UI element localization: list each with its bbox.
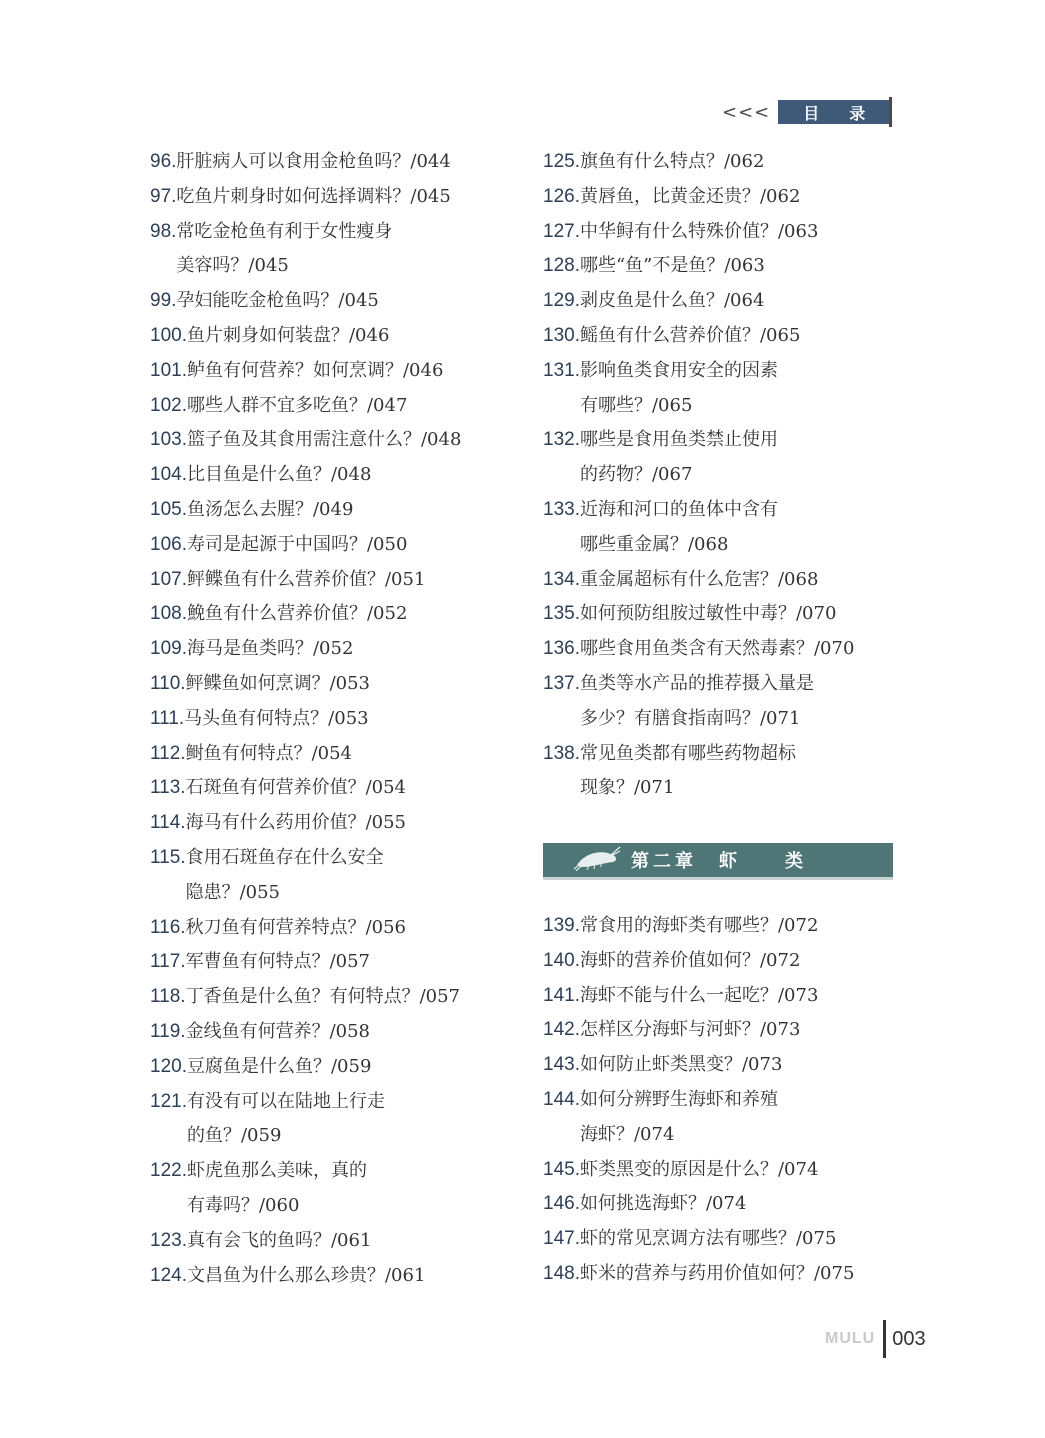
entry-text: 旗鱼有什么特点？/062 <box>579 151 765 172</box>
entry-number: 143. <box>543 1054 580 1076</box>
entry-number: 145. <box>543 1158 580 1180</box>
entry-number: 106. <box>150 533 187 555</box>
toc-entry-line <box>543 909 854 944</box>
entry-number: 135. <box>543 603 580 625</box>
entry-number: 125. <box>543 151 580 172</box>
toc-entry-line <box>150 528 461 563</box>
entry-text: 有没有可以在陆地上行走 <box>186 1090 385 1112</box>
toc-entry-line <box>543 145 854 180</box>
entry-number: 103. <box>150 429 187 451</box>
entry-text: 真有会飞的鱼吗？/061 <box>186 1229 372 1251</box>
toc-entry-line <box>150 389 461 424</box>
entry-number: 148. <box>543 1262 580 1284</box>
entry-text: 怎样区分海虾与河虾？/073 <box>579 1019 801 1041</box>
toc-entry-line <box>150 145 461 180</box>
toc-entry-line <box>150 493 461 528</box>
footer-label: MULU <box>825 1330 876 1347</box>
entry-number: 132. <box>543 429 580 451</box>
entry-number: 126. <box>543 185 580 207</box>
toc-entry-line <box>150 180 461 215</box>
entry-number: 109. <box>150 638 187 660</box>
entry-text: 现象？/071 <box>579 777 675 799</box>
entry-number: 96. <box>150 151 177 172</box>
toc-entry-line <box>150 806 461 841</box>
entry-text: 鲈鱼有何营养？如何烹调？/046 <box>186 359 444 381</box>
toc-entry-line <box>150 1224 461 1259</box>
entry-text: 文昌鱼为什么那么珍贵？/061 <box>186 1264 426 1286</box>
toc-entry-line <box>150 354 461 389</box>
entry-text: 常食用的海虾类有哪些？/072 <box>579 915 819 936</box>
entry-text: 马头鱼有何特点？/053 <box>184 707 369 729</box>
toc-entry-line <box>150 841 461 876</box>
entry-text: 篮子鱼及其食用需注意什么？/048 <box>186 429 462 451</box>
toc-entry-line <box>543 180 854 215</box>
entry-number: 113. <box>150 777 186 799</box>
toc-entry-line <box>543 1187 854 1222</box>
toc-entry-line <box>150 1154 461 1189</box>
entry-number: 141. <box>543 984 580 1006</box>
entry-text: 海马有什么药用价值？/055 <box>185 812 406 834</box>
toc-entry-line <box>150 284 461 319</box>
entry-number: 122. <box>150 1160 187 1182</box>
toc-entry-line <box>543 702 854 737</box>
toc-entry-line <box>150 319 461 354</box>
entry-number: 114. <box>150 812 186 834</box>
entry-text: 鳐鱼有什么营养价值？/065 <box>579 324 801 346</box>
entry-number: 111. <box>150 707 185 729</box>
toc-entry-line <box>543 284 854 319</box>
entry-number: 102. <box>150 394 187 416</box>
entry-text: 如何挑选海虾？/074 <box>579 1193 747 1215</box>
entry-number: 144. <box>543 1088 580 1110</box>
toc-column-right-chapter2 <box>543 909 854 1292</box>
entry-number: 117. <box>150 951 186 973</box>
entry-text: 哪些食用鱼类含有天然毒素？/070 <box>579 638 855 660</box>
entry-number: 142. <box>543 1019 580 1041</box>
entry-number: 133. <box>543 498 580 520</box>
page-footer <box>825 1320 926 1358</box>
entry-text: 鱼片刺身如何装盘？/046 <box>186 324 390 346</box>
entry-number: 115. <box>150 846 186 868</box>
entry-text: 鲆鲽鱼有什么营养价值？/051 <box>186 568 426 590</box>
entry-text: 常吃金枪鱼有利于女性瘦身 <box>176 220 393 242</box>
toc-entry-line <box>150 423 461 458</box>
toc-entry-line <box>543 1013 854 1048</box>
entry-text: 寿司是起源于中国吗？/050 <box>186 533 408 555</box>
entry-number: 110. <box>150 672 186 694</box>
entry-text: 剥皮鱼是什么鱼？/064 <box>579 290 765 312</box>
entry-text: 虾的常见烹调方法有哪些？/075 <box>579 1228 837 1250</box>
toc-entry-line <box>543 979 854 1014</box>
entry-number: 100. <box>150 324 187 346</box>
header-arrows: <<< <box>722 101 771 123</box>
entry-number: 131. <box>543 359 580 381</box>
toc-entry-line <box>543 1083 854 1118</box>
entry-text: 鲆鲽鱼如何烹调？/053 <box>185 672 370 694</box>
entry-text: 虾虎鱼那么美味，真的 <box>186 1160 367 1182</box>
toc-entry-line <box>543 771 854 806</box>
entry-number: 146. <box>543 1193 580 1215</box>
toc-entry-line <box>543 737 854 772</box>
entry-text: 金线鱼有何营养？/058 <box>185 1020 370 1042</box>
entry-text: 哪些是食用鱼类禁止使用 <box>579 429 778 451</box>
toc-entry-line <box>543 563 854 598</box>
entry-text: 豆腐鱼是什么鱼？/059 <box>186 1055 372 1077</box>
entry-text: 鱼汤怎么去腥？/049 <box>186 498 354 520</box>
entry-text: 吃鱼片刺身时如何选择调料？/045 <box>176 185 451 207</box>
header-divider <box>889 97 892 127</box>
toc-header <box>722 99 890 125</box>
toc-title-char-2: 录 <box>849 103 866 123</box>
entry-text: 的药物？/067 <box>579 464 693 486</box>
entry-text: 海虾不能与什么一起吃？/073 <box>579 984 819 1006</box>
toc-entry-line <box>543 423 854 458</box>
toc-entry-line <box>150 1085 461 1120</box>
entry-text: 中华鲟有什么特殊价值？/063 <box>579 220 819 242</box>
entry-text: 孕妇能吃金枪鱼吗？/045 <box>176 290 379 312</box>
shrimp-icon <box>573 845 621 875</box>
entry-number: 137. <box>543 672 580 694</box>
toc-entry-line <box>543 1257 854 1292</box>
toc-entry-line <box>543 1222 854 1257</box>
toc-entry-line <box>150 1015 461 1050</box>
entry-number: 120. <box>150 1055 187 1077</box>
entry-number: 118. <box>150 986 186 1008</box>
entry-number: 124. <box>150 1264 187 1286</box>
entry-text: 多少？有膳食指南吗？/071 <box>579 707 801 729</box>
entry-text: 虾米的营养与药用价值如何？/075 <box>579 1262 855 1284</box>
toc-entry-line <box>150 737 461 772</box>
footer-divider <box>883 1320 886 1358</box>
chapter-banner <box>543 843 893 880</box>
toc-entry-line <box>543 389 854 424</box>
toc-entry-line <box>543 458 854 493</box>
entry-text: 鱼类等水产品的推荐摄入量是 <box>579 672 814 694</box>
toc-title-char-1: 目 <box>803 103 820 123</box>
entry-text: 重金属超标有什么危害？/068 <box>579 568 819 590</box>
toc-entry-line <box>150 667 461 702</box>
entry-text: 比目鱼是什么鱼？/048 <box>186 464 372 486</box>
toc-entry-line <box>150 249 461 284</box>
toc-entry-line <box>543 1048 854 1083</box>
entry-number: 130. <box>543 324 580 346</box>
toc-entry-line <box>150 1050 461 1085</box>
toc-entry-line <box>150 1259 461 1294</box>
entry-text: 鮸鱼有什么营养价值？/052 <box>186 603 408 625</box>
toc-entry-line <box>543 632 854 667</box>
entry-text: 石斑鱼有何营养价值？/054 <box>185 777 406 799</box>
entry-number: 105. <box>150 498 187 520</box>
entry-number: 107. <box>150 568 187 590</box>
entry-number: 129. <box>543 290 580 312</box>
entry-text: 海马是鱼类吗？/052 <box>186 638 354 660</box>
entry-text: 鲥鱼有何特点？/054 <box>185 742 352 764</box>
toc-entry-line <box>150 632 461 667</box>
entry-text: 军曹鱼有何特点？/057 <box>185 951 370 973</box>
toc-entry-line <box>543 1118 854 1153</box>
entry-text: 影响鱼类食用安全的因素 <box>579 359 778 381</box>
toc-entry-line <box>543 319 854 354</box>
entry-text: 有毒吗？/060 <box>186 1194 300 1216</box>
toc-entry-line <box>150 1119 461 1154</box>
entry-number: 108. <box>150 603 187 625</box>
toc-entry-line <box>543 354 854 389</box>
entry-number: 128. <box>543 255 580 277</box>
entry-number: 136. <box>543 638 580 660</box>
entry-number: 134. <box>543 568 580 590</box>
toc-title-box <box>778 100 890 124</box>
entry-text: 海虾？/074 <box>579 1123 675 1145</box>
entry-text: 肝脏病人可以食用金枪鱼吗？/044 <box>176 151 451 172</box>
entry-text: 哪些重金属？/068 <box>579 533 729 555</box>
toc-entry-line <box>150 980 461 1015</box>
entry-text: 哪些人群不宜多吃鱼？/047 <box>186 394 408 416</box>
toc-entry-line <box>543 1153 854 1188</box>
entry-number: 98. <box>150 220 177 242</box>
entry-number: 121. <box>150 1090 187 1112</box>
toc-entry-line <box>543 528 854 563</box>
entry-number: 101. <box>150 359 187 381</box>
entry-text: 丁香鱼是什么鱼？有何特点？/057 <box>185 986 460 1008</box>
toc-entry-line <box>543 215 854 250</box>
entry-number: 116. <box>150 916 186 938</box>
entry-text: 如何分辨野生海虾和养殖 <box>579 1088 778 1110</box>
entry-number: 97. <box>150 185 177 207</box>
entry-number: 140. <box>543 949 580 971</box>
toc-entry-line <box>150 1189 461 1224</box>
toc-entry-line <box>543 944 854 979</box>
toc-column-left <box>150 145 461 1293</box>
entry-number: 123. <box>150 1229 187 1251</box>
entry-number: 139. <box>543 915 580 936</box>
entry-number: 138. <box>543 742 580 764</box>
toc-entry-line <box>150 771 461 806</box>
toc-entry-line <box>543 597 854 632</box>
toc-entry-line <box>543 493 854 528</box>
entry-text: 秋刀鱼有何营养特点？/056 <box>185 916 406 938</box>
toc-entry-line <box>150 911 461 946</box>
toc-entry-line <box>543 249 854 284</box>
entry-text: 食用石斑鱼存在什么安全 <box>185 846 384 868</box>
entry-text: 如何防止虾类黑变？/073 <box>579 1054 783 1076</box>
entry-number: 104. <box>150 464 187 486</box>
toc-entry-line <box>150 945 461 980</box>
entry-text: 虾类黑变的原因是什么？/074 <box>579 1158 819 1180</box>
entry-text: 如何预防组胺过敏性中毒？/070 <box>579 603 837 625</box>
toc-entry-line <box>543 667 854 702</box>
chapter-title: 第二章 虾 类 <box>631 851 807 872</box>
entry-text: 海虾的营养价值如何？/072 <box>579 949 801 971</box>
entry-text: 哪些“鱼”不是鱼？/063 <box>579 255 765 277</box>
page-number: 003 <box>892 1327 926 1350</box>
entry-number: 119. <box>150 1020 186 1042</box>
toc-entry-line <box>150 458 461 493</box>
toc-column-right <box>543 145 854 806</box>
entry-text: 美容吗？/045 <box>176 255 289 277</box>
toc-entry-line <box>150 215 461 250</box>
entry-text: 近海和河口的鱼体中含有 <box>579 498 778 520</box>
toc-entry-line <box>150 563 461 598</box>
entry-number: 99. <box>150 290 177 312</box>
entry-number: 147. <box>543 1228 580 1250</box>
toc-entry-line <box>150 876 461 911</box>
entry-text: 有哪些？/065 <box>579 394 693 416</box>
entry-number: 127. <box>543 220 580 242</box>
toc-entry-line <box>150 702 461 737</box>
entry-text: 黄唇鱼，比黄金还贵？/062 <box>579 185 801 207</box>
entry-number: 112. <box>150 742 186 764</box>
entry-text: 隐患？/055 <box>185 881 280 903</box>
entry-text: 的鱼？/059 <box>186 1125 282 1147</box>
toc-entry-line <box>150 597 461 632</box>
entry-text: 常见鱼类都有哪些药物超标 <box>579 742 796 764</box>
